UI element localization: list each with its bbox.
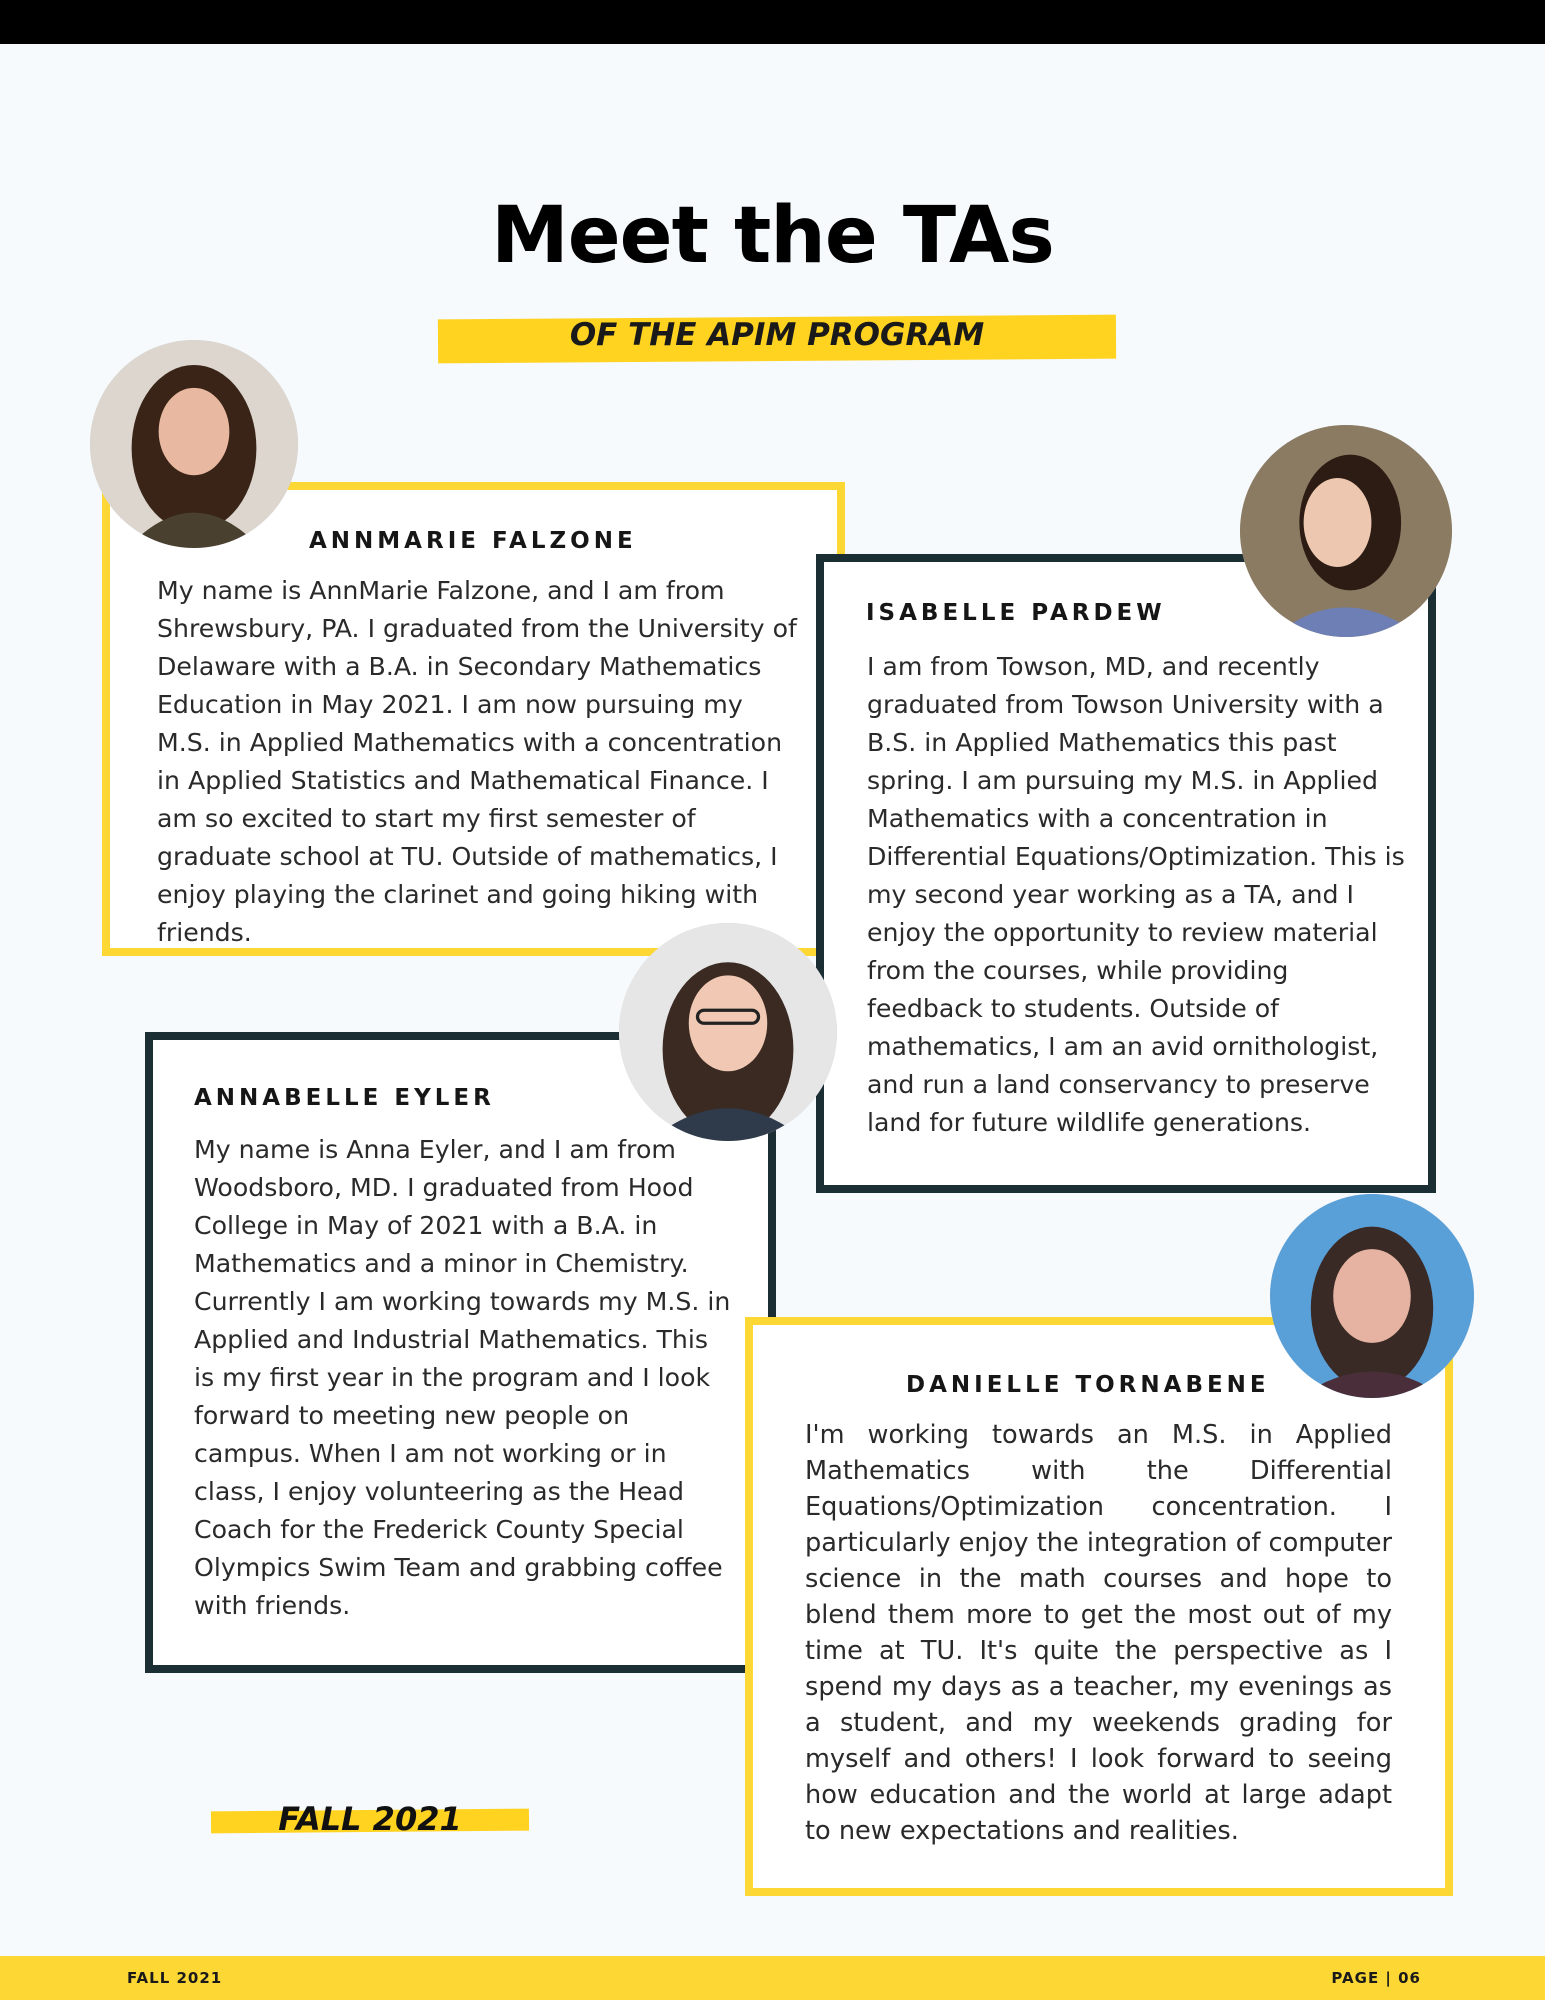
avatar-annmarie-falzone <box>90 340 298 548</box>
page-subtitle: OF THE APIM PROGRAM <box>569 317 985 353</box>
avatar-annabelle-eyler <box>619 923 837 1141</box>
ta-bio: My name is AnnMarie Falzone, and I am from Shrewsbury, PA. I graduated from the University of Delaware with a B.A. in Secondary Mathematics Education in May 2021. I am now pursuing my M.S. in Applied Mathematics with a concentration in Applied Statistics and Mathematical Finance. I am so excited to start my first semester of graduate school at TU. Outside of mathematics, I enjoy playing the clarinet and going hiking with friends. <box>157 576 797 947</box>
ta-name: ISABELLE PARDEW <box>866 600 1166 626</box>
ta-bio: I am from Towson, MD, and recently graduated from Towson University with a B.S. in Applied Mathematics this past spring. I am pursuing my M.S. in Applied Mathematics with a concentration in Differential Equations/Optimization. This is my second year working as a TA, and I enjoy the opportunity to review material from the courses, while providing feedback to students. Outside of mathematics, I am an avid ornithologist, and run a land conservancy to preserve land for future wildlife generations. <box>867 652 1405 1137</box>
page-title: Meet the TAs <box>491 191 1054 281</box>
avatar-isabelle-pardew <box>1240 425 1452 637</box>
top-bar <box>0 0 1545 44</box>
footer-page-number: PAGE | 06 <box>1331 1969 1421 1987</box>
footer-bar <box>0 1956 1545 2000</box>
ta-name: DANIELLE TORNABENE <box>906 1372 1270 1398</box>
avatar-danielle-tornabene <box>1270 1194 1474 1398</box>
ta-bio: I'm working towards an M.S. in Applied Mathematics with the Differential Equations/Optimization concentration. I particularly enjoy the integration of computer science in the math courses and hope to blend them more to get the most out of my time at TU. It's quite the perspective as I spend my days as a teacher, my evenings as a student, and my weekends grading for myself and others! I look forward to seeing how education and the world at large adapt to new expectations and realities. <box>805 1420 1392 1846</box>
side-label: FALL 2021 <box>278 1800 462 1838</box>
ta-name: ANNMARIE FALZONE <box>309 528 637 554</box>
ta-bio: My name is Anna Eyler, and I am from Woodsboro, MD. I graduated from Hood College in May of 2021 with a B.A. in Mathematics and a minor in Chemistry. Currently I am working towards my M.S. in Applied and Industrial Mathematics. This is my first year in the program and I look forward to meeting new people on campus. When I am not working or in class, I enjoy volunteering as the Head Coach for the Frederick County Special Olympics Swim Team and grabbing coffee with friends. <box>194 1135 731 1620</box>
ta-name: ANNABELLE EYLER <box>194 1085 495 1111</box>
footer-issue: FALL 2021 <box>127 1969 223 1987</box>
